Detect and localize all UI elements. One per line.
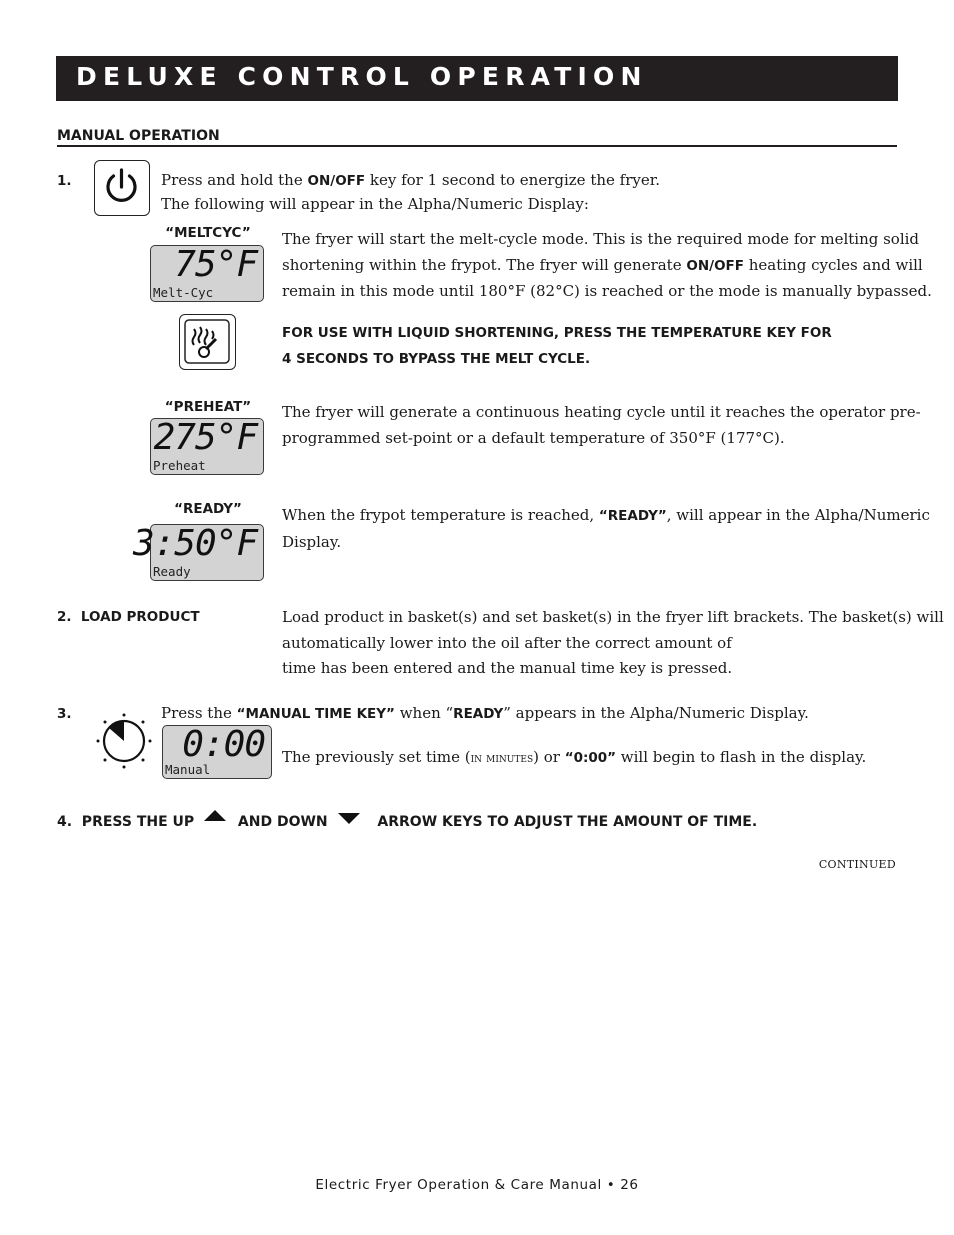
- thermometer-heat-icon: [180, 315, 234, 368]
- ready-text: When the frypot temperature is reached, “READY”, will appear in the Alpha/Numeric Display.: [282, 506, 930, 551]
- power-icon: [95, 161, 148, 214]
- down-arrow-icon: [337, 810, 361, 826]
- preheat-label: “PREHEAT”: [164, 399, 252, 415]
- manual-time-key: [95, 711, 155, 775]
- step2-text: Load product in basket(s) and set basket(s) in the fryer lift brackets. The basket(s) will automatically lower into the oil after the correct amount of time has been entered and the manual time key is pressed.: [282, 608, 944, 677]
- section-title: MANUAL OPERATION: [57, 128, 220, 144]
- section-rule: [57, 145, 897, 147]
- step4-text: 4. PRESS THE UP AND DOWN ARROW KEYS TO ADJUST THE AMOUNT OF TIME.: [57, 808, 757, 830]
- manual-display: 0:00 Manual: [162, 725, 272, 779]
- step3-text: Press the “MANUAL TIME KEY” when “READY” appears in the Alpha/Numeric Display.: [161, 704, 809, 722]
- meltcyc-label: “MELTCYC”: [165, 225, 251, 241]
- meltcyc-display: 75°F Melt-Cyc: [150, 245, 264, 302]
- step3-flash-text: The previously set time (in minutes) or “0:00” will begin to flash in the display.: [282, 748, 867, 766]
- continued-note: CONTINUED: [818, 858, 896, 871]
- ready-label: “READY”: [174, 501, 242, 517]
- preheat-text: The fryer will generate a continuous heating cycle until it reaches the operator pre- programmed set-point or a default temperature of 350°F (177°C).: [282, 403, 921, 447]
- step-number: 1.: [57, 173, 72, 189]
- ready-display: 3:50°F Ready: [150, 524, 264, 581]
- meltcyc-text: The fryer will start the melt-cycle mode. This is the required mode for melting solid shortening within the frypot. The fryer will generate ON/OFF heating cycles and will remain in this mode until 180°F (82°C) is reached or the mode is manually bypassed.: [282, 230, 932, 300]
- timer-icon: [95, 711, 155, 771]
- bypass-note: FOR USE WITH LIQUID SHORTENING, PRESS THE TEMPERATURE KEY FOR 4 SECONDS TO BYPASS THE MELT CYCLE.: [282, 325, 832, 367]
- page-footer: Electric Fryer Operation & Care Manual • 26: [315, 1177, 639, 1193]
- step-number: 3.: [57, 706, 72, 722]
- temperature-key: [179, 314, 236, 370]
- step1-text: Press and hold the ON/OFF key for 1 second to energize the fryer. The following will appear in the Alpha/Numeric Display:: [161, 171, 661, 213]
- preheat-display: 275°F Preheat: [150, 418, 264, 475]
- page-title: DELUXE CONTROL OPERATION: [76, 62, 648, 91]
- header-banner: [56, 56, 898, 101]
- up-arrow-icon: [203, 808, 227, 824]
- power-key: [94, 160, 150, 216]
- step2-heading: 2. LOAD PRODUCT: [57, 609, 200, 625]
